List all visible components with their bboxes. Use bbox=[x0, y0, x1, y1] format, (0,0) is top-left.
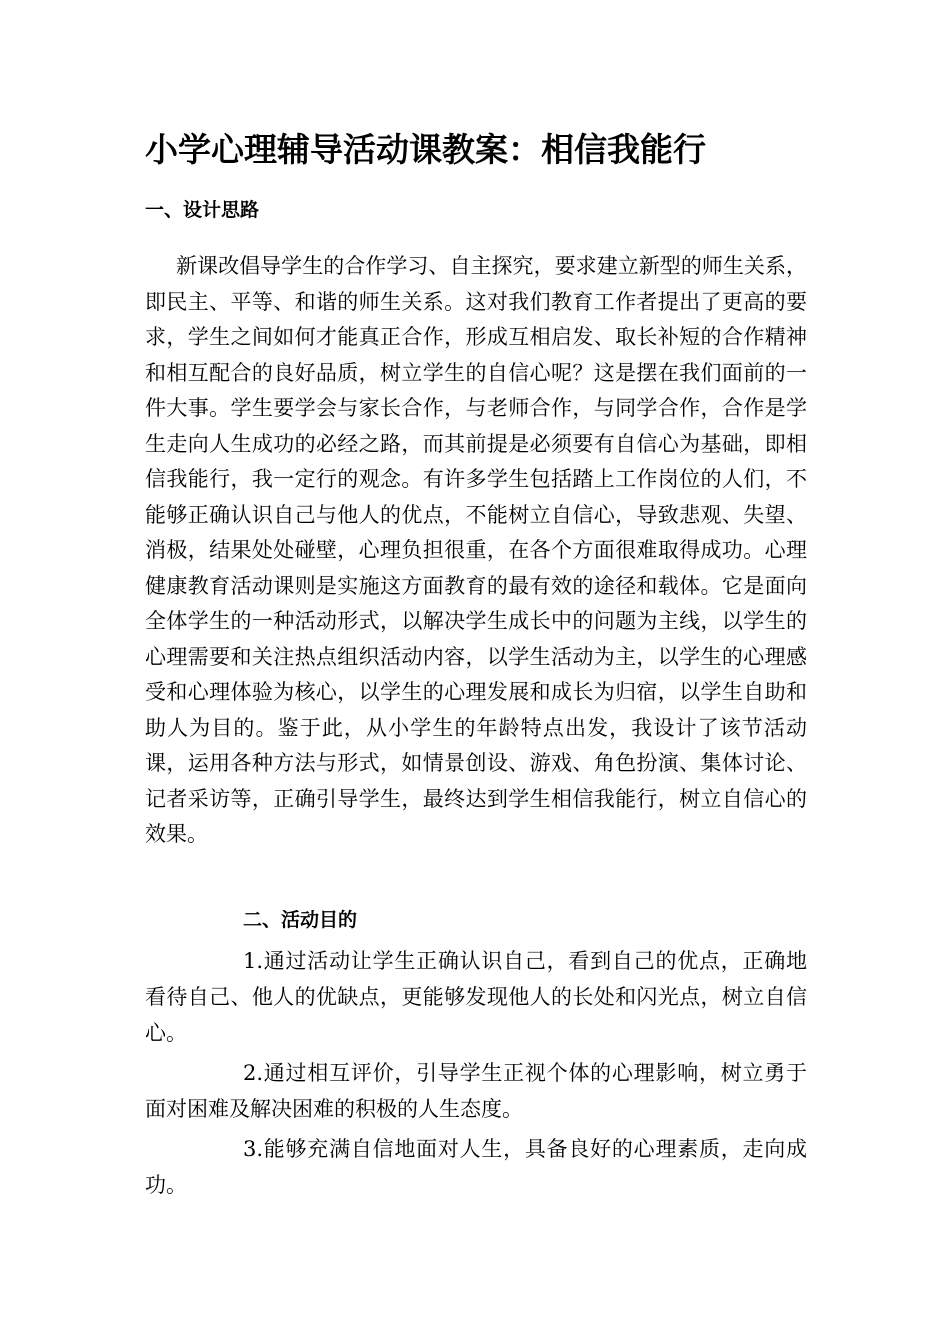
section-heading-design-idea: 一、设计思路 bbox=[145, 199, 260, 221]
activity-goal-item: 2.通过相互评价，引导学生正视个体的心理影响，树立勇于面对困难及解决困难的积极的人生态度。 bbox=[145, 1061, 807, 1121]
activity-goal-item: 3.能够充满自信地面对人生，具备良好的心理素质，走向成功。 bbox=[145, 1137, 807, 1197]
document-title: 小学心理辅导活动课教案：相信我能行 bbox=[145, 130, 706, 169]
design-idea-paragraph: 新课改倡导学生的合作学习、自主探究，要求建立新型的师生关系，即民主、平等、和谐的师生关系。这对我们教育工作者提出了更高的要求，学生之间如何才能真正合作，形成互相启发、取长补短的合作精神和相互配合的良好品质，树立学生的自信心呢？这是摆在我们面前的一件大事。学生要学会与家长合作，与老师合作，与同学合作，合作是学生走向人生成功的必经之路，而其前提是必须要有自信心为基础，即相信我能行，我一定行的观念。有许多学生包括踏上工作岗位的人们，不能够正确认识自己与他人的优点，不能树立自信心，导致悲观、失望、消极，结果处处碰壁，心理负担很重，在各个方面很难取得成功。心理健康教育活动课则是实施这方面教育的最有效的途径和载体。它是面向全体学生的一种活动形式，以解决学生成长中的问题为主线，以学生的心理需要和关注热点组织活动内容，以学生活动为主，以学生的心理感受和心理体验为核心，以学生的心理发展和成长为归宿，以学生自助和助人为目的。鉴于此，从小学生的年龄特点出发，我设计了该节活动课，运用各种方法与形式，如情景创设、游戏、角色扮演、集体讨论、记者采访等，正确引导学生，最终达到学生相信我能行，树立自信心的效果。 bbox=[145, 254, 807, 846]
activity-goal-item: 1.通过活动让学生正确认识自己，看到自己的优点，正确地看待自己、他人的优缺点，更能够发现他人的长处和闪光点，树立自信心。 bbox=[145, 949, 807, 1045]
section-heading-activity-goals: 二、活动目的 bbox=[243, 909, 358, 931]
